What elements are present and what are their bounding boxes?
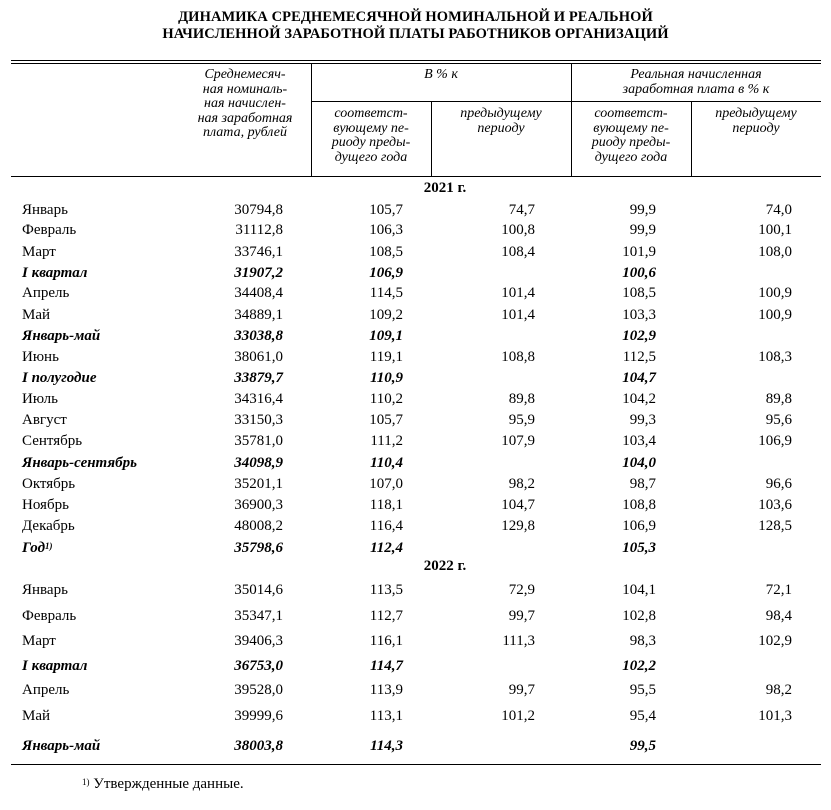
row-label-text: Март: [22, 244, 56, 260]
header-pct-same-period: соответст- вующему пе- риоду преды- дущего года: [331, 106, 411, 165]
cell-nominal: 38003,8: [234, 738, 283, 754]
row-label-text: Август: [22, 412, 67, 428]
table-row: [0, 431, 831, 451]
table-row-summary: [0, 736, 831, 756]
row-label: [22, 431, 82, 451]
table-row: [0, 631, 831, 651]
cell-real-prev: 100,9: [758, 285, 792, 301]
table-row: [0, 410, 831, 430]
cell-pct-year: 109,2: [369, 307, 403, 323]
title-line-1: ДИНАМИКА СРЕДНЕМЕСЯЧНОЙ НОМИНАЛЬНОЙ И РЕАЛЬНОЙ: [178, 9, 653, 25]
header-nominal-wage: Среднемесяч- ная номиналь- ная начислен- ная заработная плата, рублей: [197, 67, 293, 140]
cell-real-year: 102,2: [622, 658, 656, 674]
cell-real-year: 105,3: [622, 540, 656, 556]
cell-real-year: 98,3: [629, 633, 656, 649]
year-heading: 2021 г.: [423, 180, 467, 196]
cell-pct-year: 113,1: [369, 708, 403, 724]
row-label: [22, 706, 50, 726]
year-heading: 2022 г.: [423, 558, 467, 574]
cell-pct-year: 106,3: [369, 222, 403, 238]
row-label-text: Январь: [22, 582, 68, 598]
cell-real-prev: 103,6: [758, 497, 792, 513]
header-real-wage-group: Реальная начисленная заработная плата в % к: [622, 67, 770, 97]
header-bottom-rule: [11, 176, 821, 177]
table-row-summary: [0, 538, 831, 558]
footnote-marker: 1): [82, 777, 90, 787]
cell-pct-year: 114,7: [370, 658, 403, 674]
row-label-text: Октябрь: [22, 476, 76, 492]
cell-nominal: 36900,3: [234, 497, 283, 513]
cell-nominal: 38061,0: [234, 349, 283, 365]
row-label: [22, 200, 68, 220]
row-label-text: Февраль: [22, 222, 77, 238]
table-row: [0, 220, 831, 240]
cell-real-prev: 100,1: [758, 222, 792, 238]
cell-real-prev: 100,9: [758, 307, 792, 323]
cell-nominal: 34316,4: [234, 391, 283, 407]
row-label-text: Июнь: [22, 349, 59, 365]
row-label: [22, 242, 56, 262]
cell-pct-prev: 98,2: [508, 476, 535, 492]
cell-real-year: 95,4: [629, 708, 656, 724]
cell-pct-prev: 72,9: [508, 582, 535, 598]
row-label: [22, 283, 69, 303]
cell-real-year: 100,6: [622, 265, 656, 281]
row-label-text: Декабрь: [22, 518, 75, 534]
cell-real-year: 104,1: [622, 582, 656, 598]
cell-pct-prev: 104,7: [501, 497, 535, 513]
table-row: [0, 680, 831, 700]
cell-pct-year: 105,7: [369, 412, 403, 428]
row-label-text: Январь-май: [22, 738, 101, 754]
cell-nominal: 33038,8: [234, 328, 283, 344]
cell-pct-prev: 101,4: [501, 307, 535, 323]
cell-pct-prev: 99,7: [508, 608, 535, 624]
row-label: [22, 680, 69, 700]
table-row-summary: [0, 326, 831, 346]
table-row: [0, 495, 831, 515]
row-label: [22, 516, 75, 536]
cell-nominal: 33879,7: [234, 370, 283, 386]
row-label-text: Апрель: [22, 285, 70, 301]
cell-pct-prev: 111,3: [502, 633, 535, 649]
header-top-rule: [11, 60, 821, 64]
cell-real-year: 104,0: [622, 455, 656, 471]
cell-pct-year: 113,9: [369, 682, 403, 698]
row-label: [22, 606, 76, 626]
row-label: [22, 580, 68, 600]
cell-pct-year: 110,4: [370, 455, 403, 471]
cell-real-year: 104,2: [622, 391, 656, 407]
table-row: [0, 389, 831, 409]
cell-pct-prev: 95,9: [508, 412, 535, 428]
table-row: [0, 305, 831, 325]
cell-nominal: 34098,9: [234, 455, 283, 471]
row-label-text: I квартал: [22, 658, 88, 674]
table-bottom-rule: [11, 764, 821, 765]
table-row: [0, 706, 831, 726]
cell-real-year: 108,8: [622, 497, 656, 513]
row-label-text: Апрель: [22, 682, 70, 698]
cell-pct-year: 114,3: [370, 738, 403, 754]
table-row: [0, 516, 831, 536]
cell-real-year: 99,9: [629, 222, 656, 238]
table-row: [0, 242, 831, 262]
cell-real-year: 112,5: [622, 349, 656, 365]
row-label-text: Сентябрь: [22, 433, 83, 449]
cell-real-year: 95,5: [629, 682, 656, 698]
cell-pct-year: 112,7: [369, 608, 403, 624]
table-row: [0, 347, 831, 367]
row-label: [22, 631, 56, 651]
row-label: [22, 326, 100, 346]
header-pct-prev-period: предыдущему периоду: [460, 106, 542, 136]
table-row-summary: [0, 263, 831, 283]
cell-pct-year: 110,9: [370, 370, 403, 386]
cell-pct-year: 110,2: [369, 391, 403, 407]
cell-nominal: 36753,0: [234, 658, 283, 674]
cell-pct-prev: 74,7: [508, 202, 535, 218]
cell-nominal: 34889,1: [234, 307, 283, 323]
cell-real-year: 98,7: [629, 476, 656, 492]
cell-pct-prev: 107,9: [501, 433, 535, 449]
table-row-summary: [0, 656, 831, 676]
cell-real-year: 101,9: [622, 244, 656, 260]
row-label: [22, 389, 58, 409]
cell-real-year: 102,9: [622, 328, 656, 344]
row-label-text: I квартал: [22, 265, 88, 281]
row-label-text: Май: [22, 708, 51, 724]
cell-real-year: 102,8: [622, 608, 656, 624]
cell-real-year: 99,3: [629, 412, 656, 428]
cell-pct-year: 119,1: [369, 349, 403, 365]
cell-nominal: 35014,6: [234, 582, 283, 598]
cell-nominal: 31112,8: [235, 222, 283, 238]
cell-pct-year: 116,1: [369, 633, 403, 649]
row-label-text: Год: [22, 540, 46, 556]
row-footnote-marker: 1): [45, 541, 53, 551]
cell-pct-year: 113,5: [369, 582, 403, 598]
table-row: [0, 283, 831, 303]
cell-pct-prev: 108,8: [501, 349, 535, 365]
table-title: [0, 9, 831, 43]
cell-real-prev: 101,3: [758, 708, 792, 724]
cell-pct-year: 106,9: [369, 265, 403, 281]
cell-real-prev: 128,5: [758, 518, 792, 534]
row-label-text: Январь: [22, 202, 68, 218]
row-label: [22, 453, 137, 473]
table-row: [0, 200, 831, 220]
cell-nominal: 35201,1: [234, 476, 283, 492]
row-label-text: Ноябрь: [22, 497, 69, 513]
row-label: [22, 263, 87, 283]
cell-real-prev: 74,0: [765, 202, 792, 218]
row-label-text: Июль: [22, 391, 58, 407]
row-label-text: Май: [22, 307, 51, 323]
cell-real-prev: 72,1: [765, 582, 792, 598]
cell-pct-year: 109,1: [369, 328, 403, 344]
row-label-text: Январь-май: [22, 328, 101, 344]
cell-real-prev: 89,8: [765, 391, 792, 407]
cell-nominal: 33746,1: [234, 244, 283, 260]
cell-real-year: 99,5: [629, 738, 656, 754]
cell-real-prev: 102,9: [758, 633, 792, 649]
cell-real-year: 104,7: [622, 370, 656, 386]
row-label: [22, 538, 53, 558]
header-percent-group: В % к: [424, 67, 458, 82]
cell-pct-prev: 101,4: [501, 285, 535, 301]
row-label-text: Январь-сентябрь: [22, 455, 137, 471]
cell-real-year: 99,9: [629, 202, 656, 218]
cell-pct-year: 116,4: [369, 518, 403, 534]
footnote-text: Утвержденные данные.: [93, 776, 244, 792]
cell-pct-prev: 108,4: [501, 244, 535, 260]
cell-real-prev: 106,9: [758, 433, 792, 449]
table-row-summary: [0, 453, 831, 473]
row-label: [22, 410, 67, 430]
cell-pct-prev: 101,2: [501, 708, 535, 724]
row-label-text: Февраль: [22, 608, 77, 624]
cell-nominal: 30794,8: [234, 202, 283, 218]
title-line-2: НАЧИСЛЕННОЙ ЗАРАБОТНОЙ ПЛАТЫ РАБОТНИКОВ ОРГАНИЗАЦИЙ: [162, 26, 669, 42]
footnote: [82, 775, 244, 793]
cell-real-year: 103,3: [622, 307, 656, 323]
cell-pct-year: 114,5: [369, 285, 403, 301]
table-row: [0, 606, 831, 626]
cell-real-year: 106,9: [622, 518, 656, 534]
cell-nominal: 39999,6: [234, 708, 283, 724]
cell-real-prev: 95,6: [765, 412, 792, 428]
cell-real-prev: 96,6: [765, 476, 792, 492]
table-row: [0, 580, 831, 600]
row-label-text: I полугодие: [22, 370, 97, 386]
cell-pct-year: 118,1: [369, 497, 403, 513]
cell-nominal: 33150,3: [234, 412, 283, 428]
cell-real-prev: 108,0: [758, 244, 792, 260]
cell-pct-year: 112,4: [370, 540, 403, 556]
row-label: [22, 347, 59, 367]
cell-pct-prev: 129,8: [501, 518, 535, 534]
cell-real-year: 103,4: [622, 433, 656, 449]
row-label-text: Март: [22, 633, 56, 649]
cell-nominal: 35347,1: [234, 608, 283, 624]
table-row-summary: [0, 368, 831, 388]
cell-pct-prev: 89,8: [508, 391, 535, 407]
row-label: [22, 736, 100, 756]
cell-nominal: 35781,0: [234, 433, 283, 449]
header-group-rule: [311, 101, 821, 102]
row-label: [22, 474, 75, 494]
cell-real-year: 108,5: [622, 285, 656, 301]
cell-nominal: 48008,2: [234, 518, 283, 534]
cell-real-prev: 98,4: [765, 608, 792, 624]
cell-pct-prev: 100,8: [501, 222, 535, 238]
cell-nominal: 34408,4: [234, 285, 283, 301]
cell-nominal: 35798,6: [234, 540, 283, 556]
cell-pct-year: 105,7: [369, 202, 403, 218]
cell-nominal: 39528,0: [234, 682, 283, 698]
row-label: [22, 220, 76, 240]
cell-pct-prev: 99,7: [508, 682, 535, 698]
table-row: [0, 474, 831, 494]
cell-real-prev: 98,2: [765, 682, 792, 698]
cell-pct-year: 107,0: [369, 476, 403, 492]
cell-nominal: 31907,2: [234, 265, 283, 281]
cell-real-prev: 108,3: [758, 349, 792, 365]
row-label: [22, 305, 50, 325]
row-label: [22, 495, 69, 515]
cell-pct-year: 108,5: [369, 244, 403, 260]
row-label: [22, 656, 87, 676]
cell-nominal: 39406,3: [234, 633, 283, 649]
row-label: [22, 368, 97, 388]
cell-pct-year: 111,2: [370, 433, 403, 449]
header-real-prev-period: предыдущему периоду: [715, 106, 797, 136]
header-real-same-period: соответст- вующему пе- риоду преды- дущего года: [591, 106, 671, 165]
